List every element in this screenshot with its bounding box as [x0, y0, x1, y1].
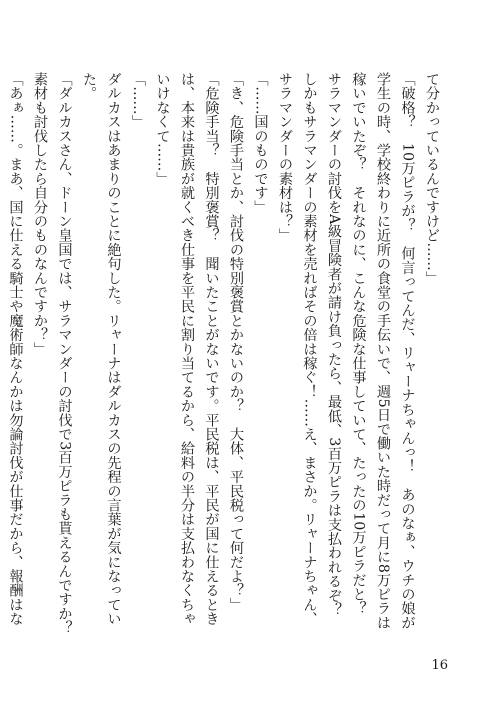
paragraph: 「あぁ……。まあ、国に仕える騎士や魔術師なんかは勿論討伐が仕事だから、報酬はな — [7, 72, 24, 626]
page-number: 16 — [431, 658, 448, 673]
paragraph: 「破格？ 10万ピラが？ 何言ってんだ、リャーナちゃんっ！ あのなぁ、ウチの娘が学生の時、学校終わりに近所の食堂の手伝いで、週5日で働いた時だって月に8万ピラは稼いでいたぞ？ それなのに、こんな危険な仕事していて、たったの10万ピラだと？ サラマンダーの討伐をA級冒険者が請け負ったら、最低、3百万ピラは支払われるぞ？ しかもサラマンダーの素材を売ればその倍は稼ぐ！……え、まさか。リャーナちゃん、サラマンダーの素材は？」 — [277, 72, 416, 631]
paragraph: 「き、危険手当とか、討伐の特別褒賞とかないのか？ 大体、平民税って何だよ？」 — [228, 72, 244, 612]
paragraph: ダルカスはあまりのことに絶句した。リャーナはダルカスの先程の言葉が気になっていた。 — [81, 72, 122, 626]
paragraph: 「……国のものです」 — [252, 72, 269, 214]
vertical-text-body — [7, 72, 444, 650]
paragraph: 「ダルカスさん、ドーン皇国では、サラマンダーの討伐で3百万ピラも貰えるんですか？ 素材も討伐したら自分のものなんですか？」 — [32, 72, 73, 650]
paragraph: 「……」 — [130, 72, 146, 129]
paragraph: 「危険手当？ 特別褒賞？ 聞いたことがないです。平民税は、平民が国に仕えるときは、本来は貴族が就くべき仕事を平民に割り当てるから、給料の半分は支払わなくちゃいけなくて……」 — [154, 72, 220, 626]
paragraph: て分かっているんですけど……」 — [424, 72, 440, 285]
